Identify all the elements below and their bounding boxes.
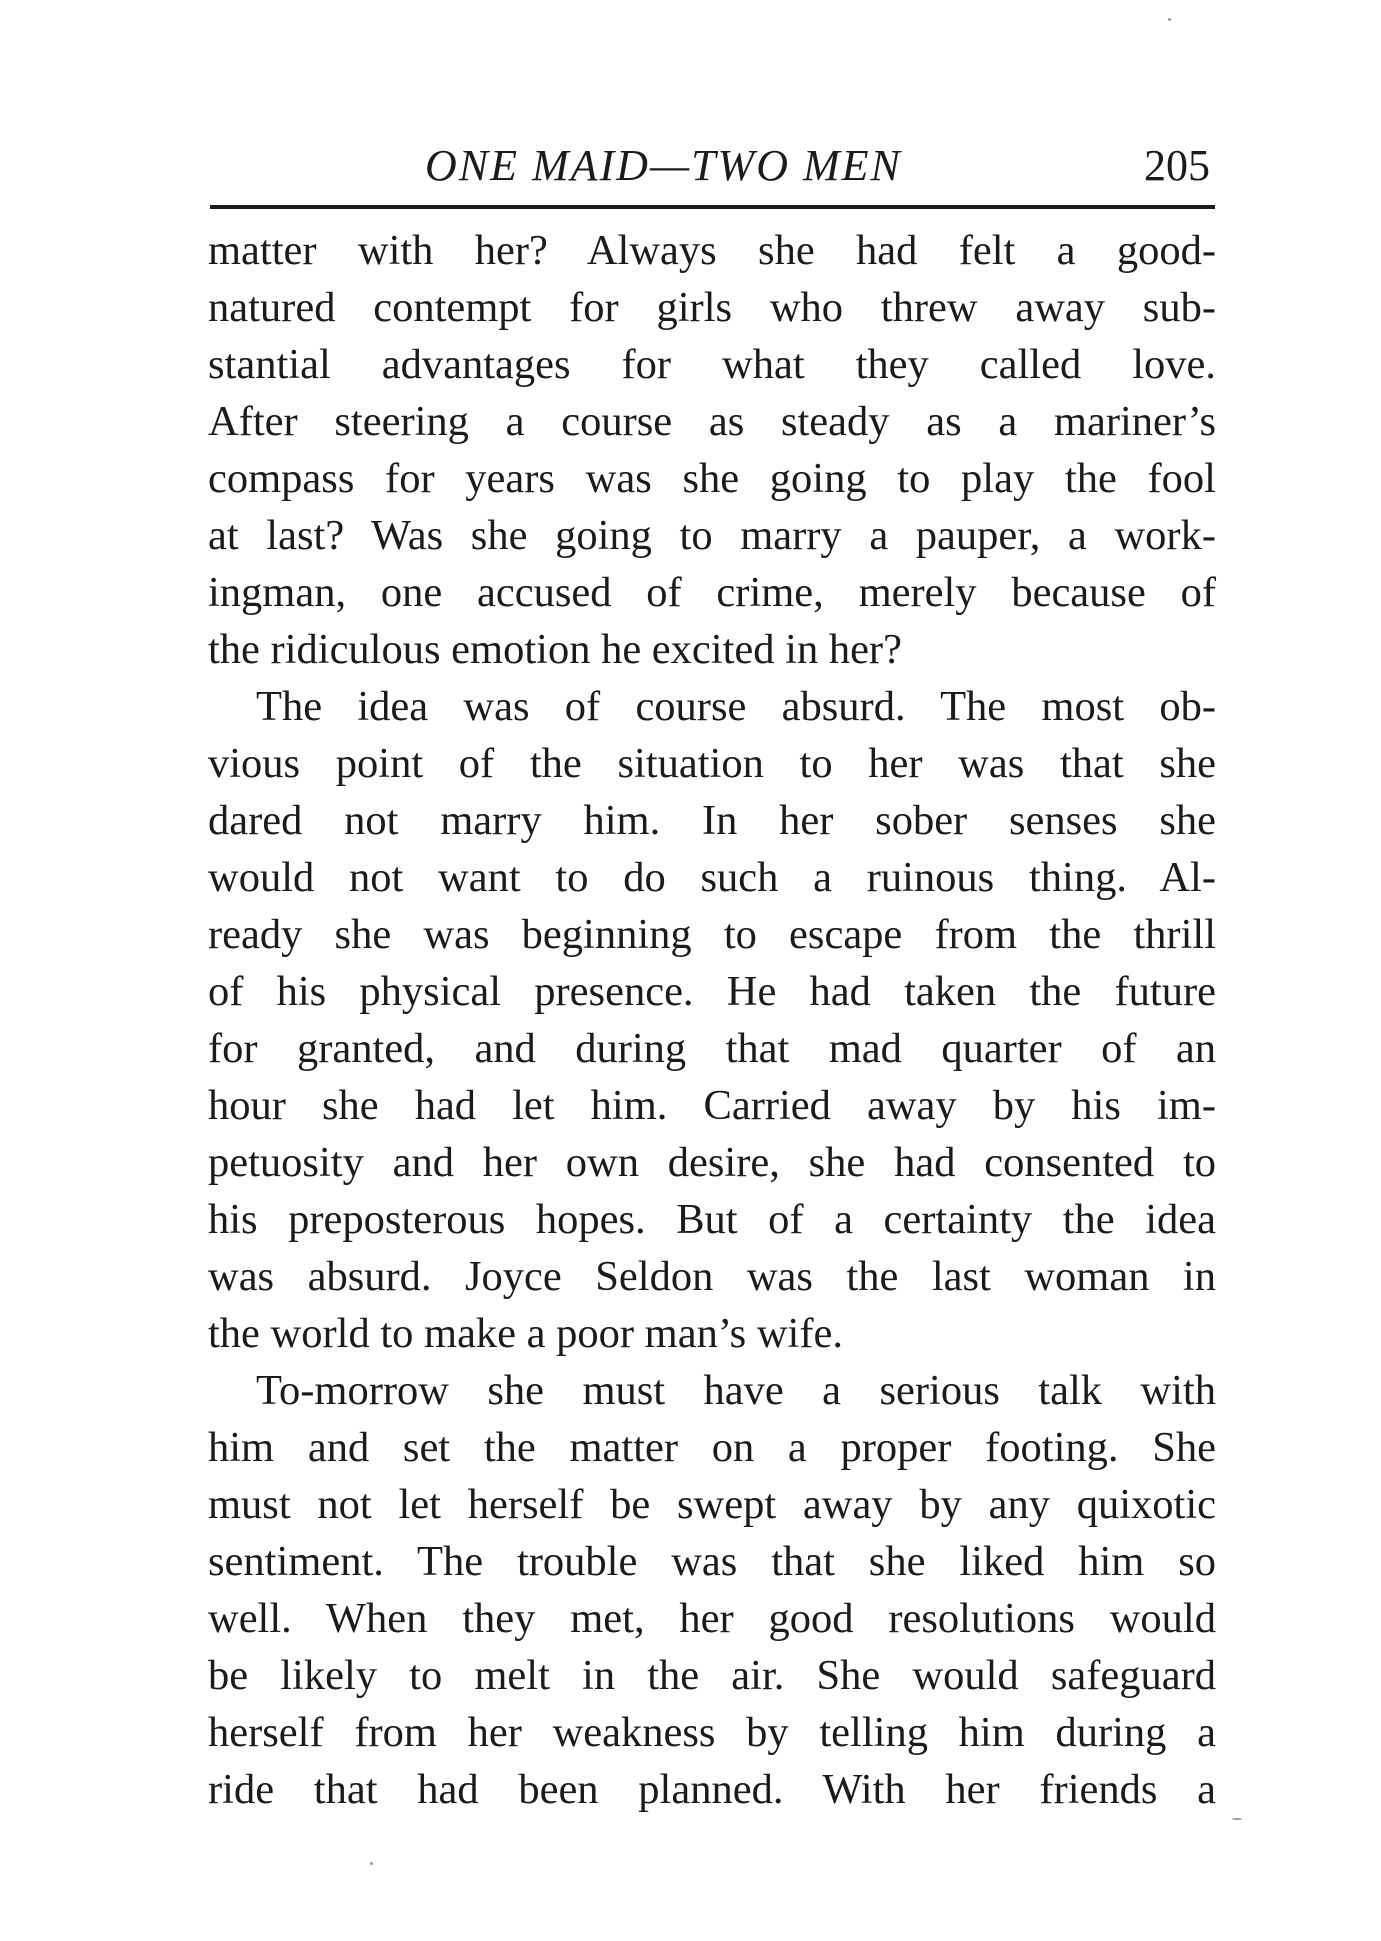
paper-speck xyxy=(370,1862,373,1865)
paragraph-1 xyxy=(208,222,1216,678)
text-line: him and set the matter on a proper footing. She xyxy=(208,1424,1216,1471)
text-line: must not let herself be swept away by any quixotic xyxy=(208,1481,1216,1528)
text-line: of his physical presence. He had taken the future xyxy=(208,968,1216,1015)
running-title: ONE MAID—TWO MEN xyxy=(425,141,902,190)
paper-speck xyxy=(1232,1818,1242,1820)
text-line: be likely to melt in the air. She would safeguard xyxy=(208,1652,1216,1699)
running-head xyxy=(210,140,1210,200)
header-rule xyxy=(210,205,1215,209)
paragraph-2 xyxy=(208,678,1216,1362)
text-line: sentiment. The trouble was that she liked him so xyxy=(208,1538,1216,1585)
text-line: ready she was beginning to escape from the thrill xyxy=(208,911,1216,958)
text-line: at last? Was she going to marry a pauper, a work- xyxy=(208,512,1216,559)
text-line: his preposterous hopes. But of a certainty the idea xyxy=(208,1196,1216,1243)
text-line: herself from her weakness by telling him during a xyxy=(208,1709,1216,1756)
body-text xyxy=(208,222,1216,1818)
text-line: vious point of the situation to her was that she xyxy=(208,740,1216,787)
text-line: After steering a course as steady as a mariner’s xyxy=(208,398,1216,445)
text-line: ingman, one accused of crime, merely because of xyxy=(208,569,1216,616)
text-line: would not want to do such a ruinous thing. Al- xyxy=(208,854,1216,901)
text-line: The idea was of course absurd. The most ob- xyxy=(256,683,1216,730)
paragraph-3 xyxy=(208,1362,1216,1818)
text-line: the world to make a poor man’s wife. xyxy=(208,1310,843,1357)
text-line: To-morrow she must have a serious talk with xyxy=(256,1367,1216,1414)
text-line: dared not marry him. In her sober senses she xyxy=(208,797,1216,844)
text-line: ride that had been planned. With her friends a xyxy=(208,1766,1216,1813)
text-line: matter with her? Always she had felt a good- xyxy=(208,227,1216,274)
paper-speck xyxy=(1168,18,1171,21)
text-line: well. When they met, her good resolutions would xyxy=(208,1595,1216,1642)
text-line: petuosity and her own desire, she had consented to xyxy=(208,1139,1216,1186)
text-line: was absurd. Joyce Seldon was the last woman in xyxy=(208,1253,1216,1300)
text-line: stantial advantages for what they called love. xyxy=(208,341,1216,388)
text-line: for granted, and during that mad quarter of an xyxy=(208,1025,1216,1072)
text-line: the ridiculous emotion he excited in her? xyxy=(208,626,902,673)
text-line: natured contempt for girls who threw away sub- xyxy=(208,284,1216,331)
text-line: compass for years was she going to play the fool xyxy=(208,455,1216,502)
text-line: hour she had let him. Carried away by his im- xyxy=(208,1082,1216,1129)
page-number: 205 xyxy=(1144,141,1210,190)
